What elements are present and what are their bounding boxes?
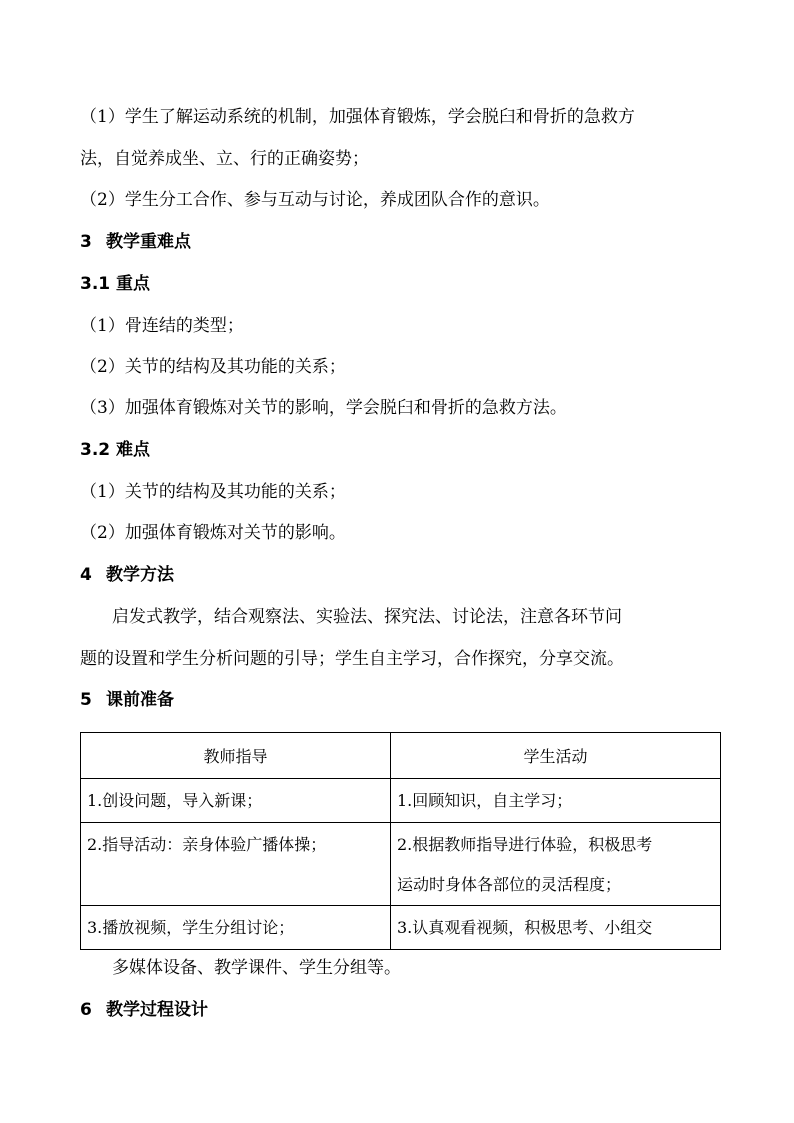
difficult-point-2: （2）加强体育锻炼对关节的影响。 — [80, 523, 346, 543]
teacher-cell: 3.播放视频，学生分组讨论； — [81, 906, 391, 950]
methods-paragraph-line-1: 启发式教学，结合观察法、实验法、探究法、讨论法，注意各环节问 — [112, 607, 622, 627]
section-5-number: 5 — [80, 690, 92, 710]
student-cell — [391, 906, 721, 950]
objective-2: （2）学生分工合作、参与互动与讨论，养成团队合作的意识。 — [80, 190, 550, 210]
section-3-heading — [80, 232, 191, 252]
student-cell — [391, 779, 721, 823]
header-teacher: 教师指导 — [81, 733, 391, 779]
section-6-heading — [80, 1000, 208, 1020]
section-4-number: 4 — [80, 565, 92, 585]
section-3-title: 教学重难点 — [106, 232, 191, 252]
difficult-point-1: （1）关节的结构及其功能的关系； — [80, 482, 346, 502]
section-3-1-heading: 3.1 重点 — [80, 274, 151, 294]
student-cell-line-1: 1.回顾知识，自主学习； — [397, 791, 573, 810]
student-cell-line-2: 运动时身体各部位的灵活程度； — [397, 875, 622, 894]
preparation-table — [80, 732, 721, 950]
key-point-3: （3）加强体育锻炼对关节的影响，学会脱臼和骨折的急救方法。 — [80, 398, 567, 418]
methods-paragraph-line-2: 题的设置和学生分析问题的引导；学生自主学习，合作探究，分享交流。 — [80, 649, 624, 669]
objective-1-line-2: 法，自觉养成坐、立、行的正确姿势； — [80, 149, 369, 169]
student-cell-line-1: 2.根据教师指导进行体验，积极思考 — [397, 835, 653, 854]
table-header-row — [81, 733, 721, 779]
section-3-number: 3 — [80, 232, 92, 252]
objective-1-line-1: （1）学生了解运动系统的机制，加强体育锻炼，学会脱臼和骨折的急救方 — [80, 107, 635, 127]
key-point-2: （2）关节的结构及其功能的关系； — [80, 357, 346, 377]
section-5-heading — [80, 690, 174, 710]
table-row — [81, 906, 721, 950]
section-6-number: 6 — [80, 1000, 92, 1020]
teacher-cell: 2.指导活动：亲身体验广播体操； — [81, 823, 391, 906]
teacher-cell: 1.创设问题，导入新课； — [81, 779, 391, 823]
section-5-title: 课前准备 — [106, 690, 174, 710]
table-row — [81, 779, 721, 823]
student-cell-line-1: 3.认真观看视频，积极思考、小组交 — [397, 918, 653, 937]
table-row — [81, 823, 721, 906]
header-student: 学生活动 — [391, 733, 721, 779]
key-point-1: （1）骨连结的类型； — [80, 316, 244, 336]
section-3-2-heading: 3.2 难点 — [80, 440, 151, 460]
section-4-heading — [80, 565, 174, 585]
section-6-title: 教学过程设计 — [106, 1000, 208, 1020]
section-4-title: 教学方法 — [106, 565, 174, 585]
student-cell — [391, 823, 721, 906]
materials-text: 多媒体设备、教学课件、学生分组等。 — [112, 958, 401, 978]
